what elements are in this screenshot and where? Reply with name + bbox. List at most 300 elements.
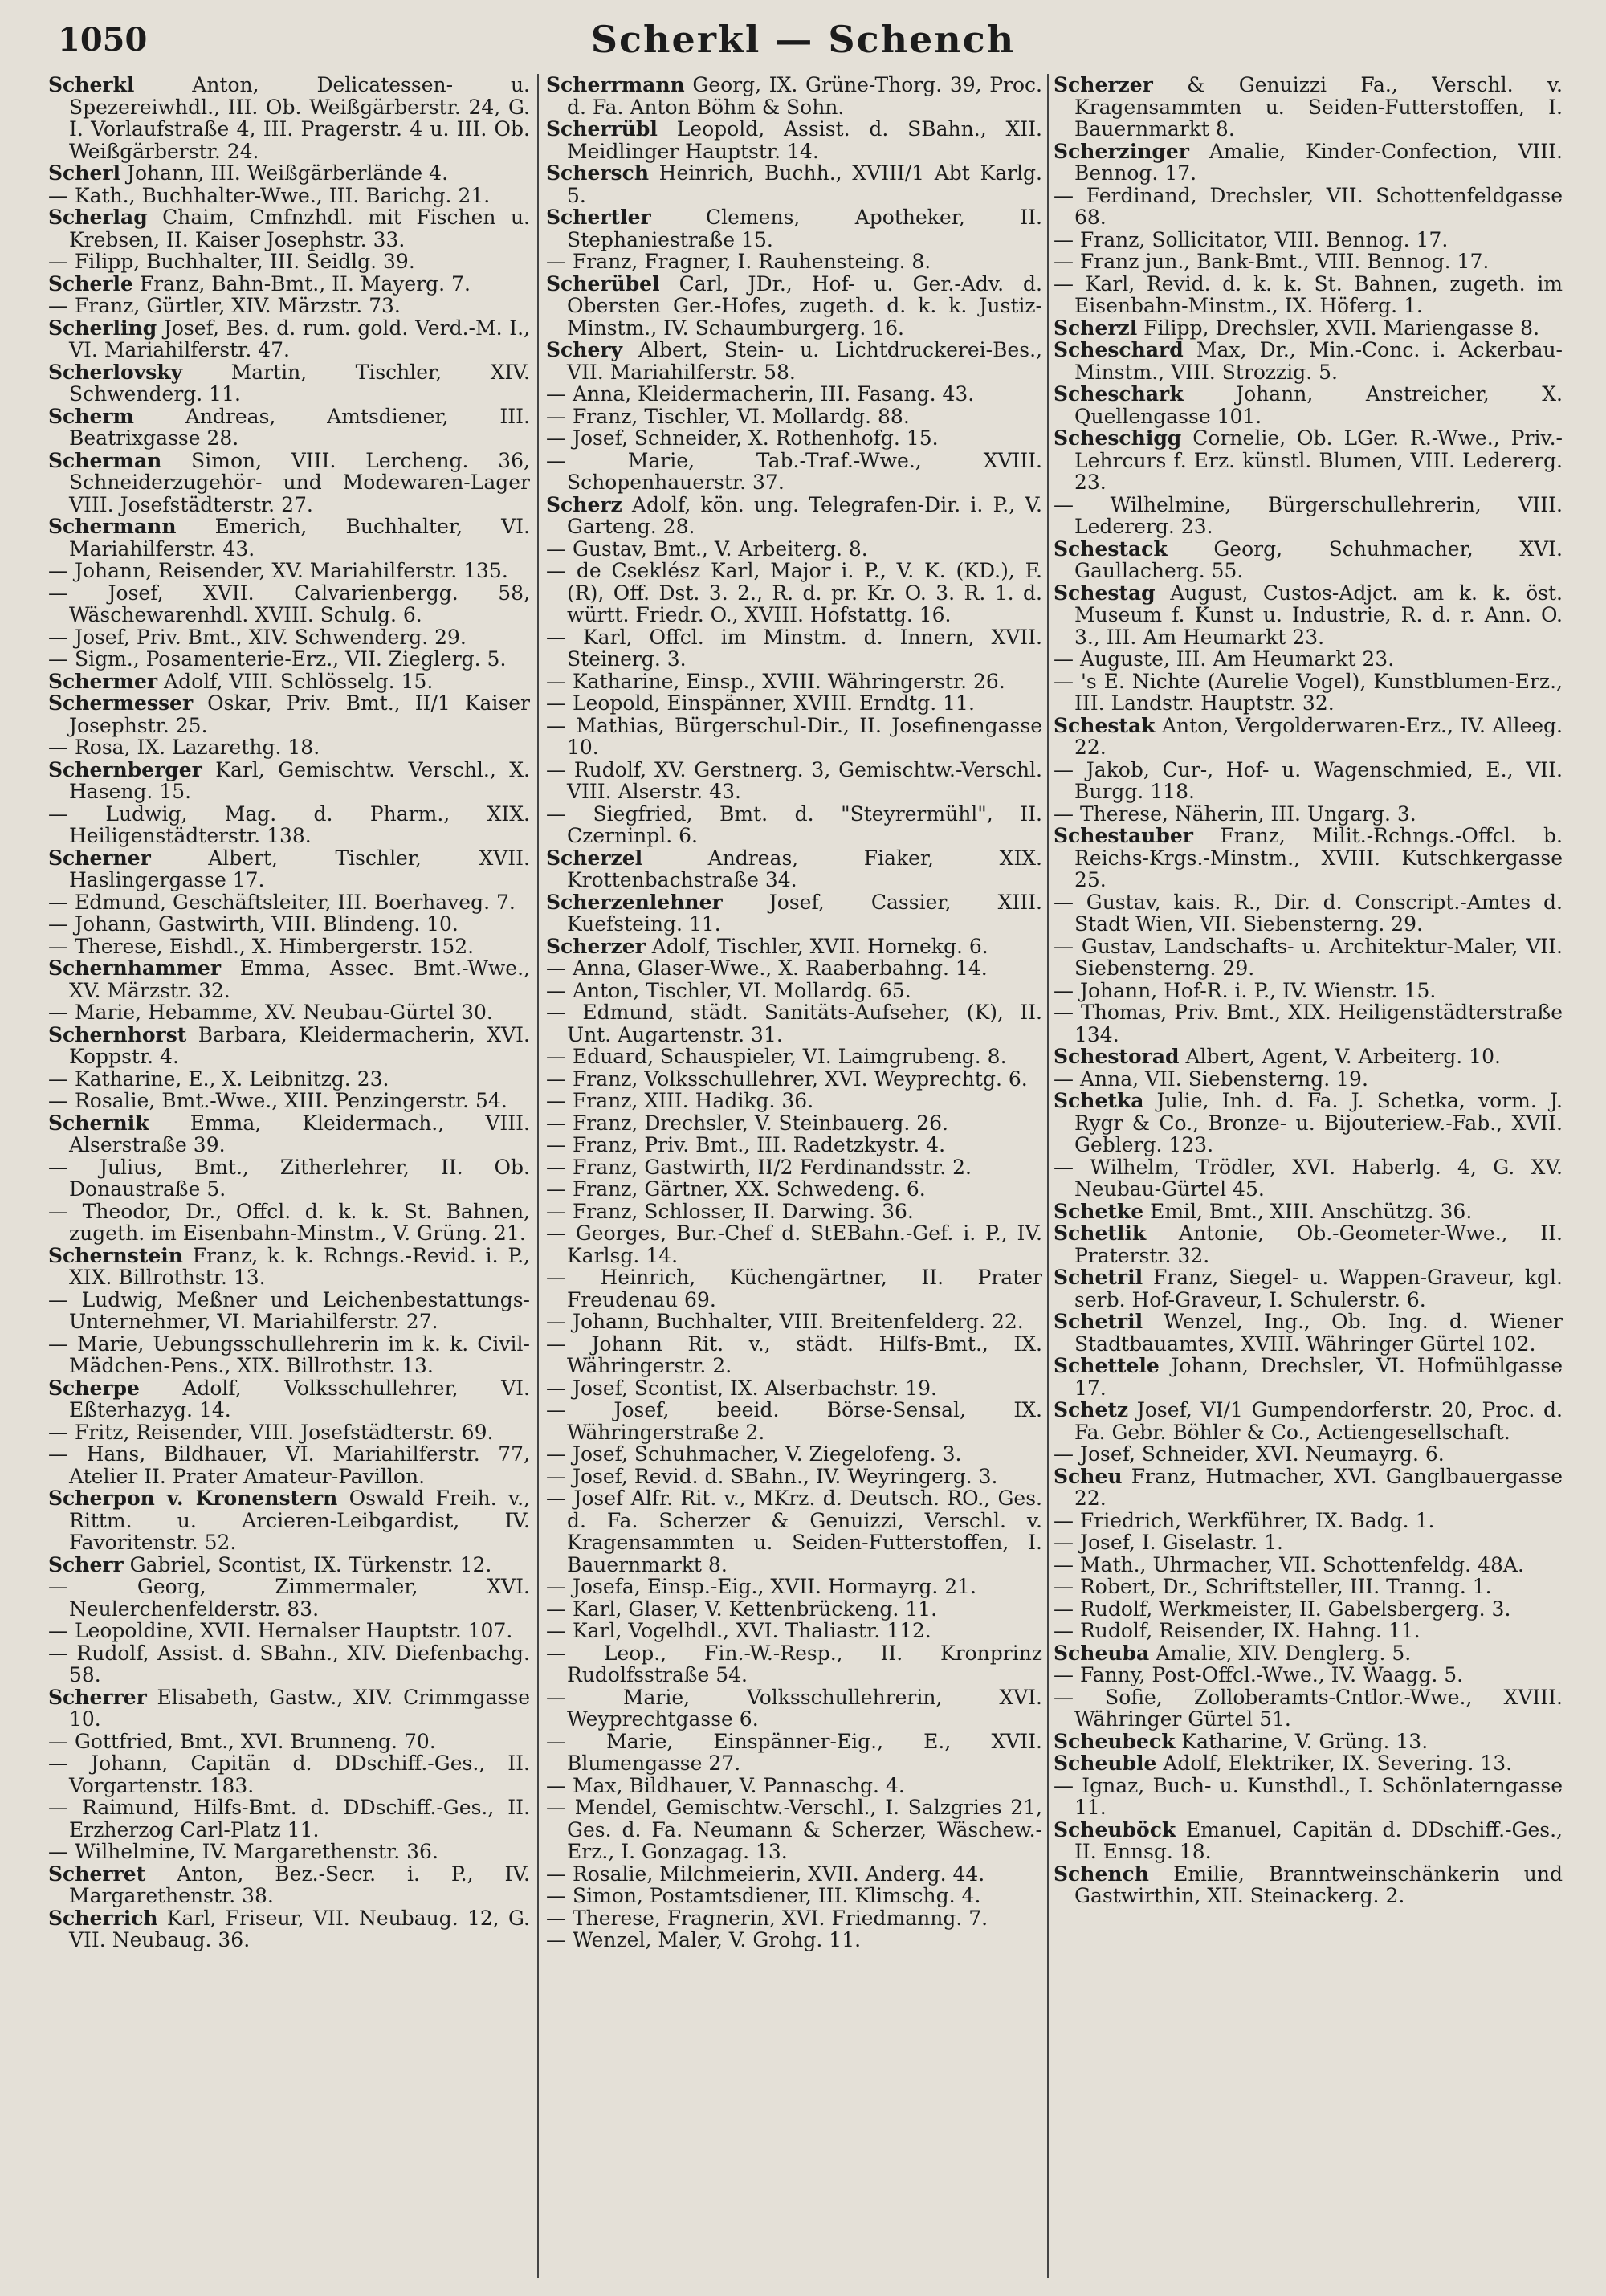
entry-surname: Scherlovsky xyxy=(48,360,183,384)
directory-entry xyxy=(546,1068,1042,1091)
column-divider xyxy=(537,74,539,2278)
entry-surname: Scherm xyxy=(48,404,134,428)
entry-text: Franz, Siegel- u. Wappen-Graveur, kgl. serb. Hof-Graveur, I. Schulerstr. 6. xyxy=(1074,1266,1563,1311)
entry-text: — Robert, Dr., Schriftsteller, III. Tranng. 1. xyxy=(1054,1575,1492,1598)
entry-text: Oskar, Priv. Bmt., II/1 Kaiser Josephstr. 25. xyxy=(69,691,530,737)
entry-text: — Johann, Buchhalter, VIII. Breitenfelderg. 22. xyxy=(546,1310,1024,1333)
directory-entry xyxy=(546,692,1042,715)
entry-surname: Schermesser xyxy=(48,691,194,715)
directory-entry xyxy=(546,406,1042,428)
entry-text: — Franz, Tischler, VI. Mollardg. 88. xyxy=(546,404,910,428)
entry-text: Gabriel, Scontist, IX. Türkenstr. 12. xyxy=(123,1552,492,1576)
entry-text: — Gottfried, Bmt., XVI. Brunneng. 70. xyxy=(48,1729,436,1753)
column-divider xyxy=(1047,74,1049,2278)
entry-surname: Schestak xyxy=(1054,713,1156,737)
directory-entry xyxy=(1054,671,1563,715)
entry-surname: Schetril xyxy=(1054,1266,1143,1289)
entry-text: — Simon, Postamtsdiener, III. Klimschg. 4. xyxy=(546,1884,981,1907)
entry-text: — Therese, Näherin, III. Ungarg. 3. xyxy=(1054,801,1416,826)
entry-surname: Scherret xyxy=(48,1862,146,1886)
entry-text: — Gustav, Bmt., V. Arbeiterg. 8. xyxy=(546,536,868,561)
entry-text: — Wilhelmine, Bürgerschullehrerin, VIII. Ledererg. 23. xyxy=(1054,492,1563,538)
page-header xyxy=(0,14,1606,63)
entry-text: — Anna, Glaser-Wwe., X. Raaberbahng. 14. xyxy=(546,956,988,980)
entry-text: — Jakob, Cur-, Hof- u. Wagenschmied, E., VII. Burgg. 118. xyxy=(1054,757,1563,803)
directory-entry xyxy=(48,1576,530,1620)
directory-entry xyxy=(546,1731,1042,1775)
entry-text: — Johann, Gastwirth, VIII. Blindeng. 10. xyxy=(48,912,459,936)
entry-text: — de Cseklész Karl, Major i. P., V. K. (KD.), F. (R), Off. Dst. 3. 2., R. d. pr. Kr. O. 3. R. 1. d. württ. Friedr. O., XVIII. Hofstattg. 16. xyxy=(546,559,1042,626)
entry-text: Emerich, Buchhalter, VI. Mariahilferstr. 43. xyxy=(69,515,530,561)
directory-entry xyxy=(48,1796,530,1841)
directory-entry xyxy=(48,1421,530,1444)
directory-entry xyxy=(48,295,530,317)
entry-text: Emil, Bmt., XIII. Anschützg. 36. xyxy=(1143,1199,1473,1223)
directory-entry xyxy=(546,560,1042,626)
directory-entry xyxy=(546,671,1042,693)
entry-text: — Rosalie, Bmt.-Wwe., XIII. Penzingerstr. 54. xyxy=(48,1089,507,1112)
entry-text: Leopold, Assist. d. SBahn., XII. Meidlinger Hauptstr. 14. xyxy=(567,117,1042,163)
entry-surname: Scherzer xyxy=(1054,74,1153,96)
entry-surname: Schench xyxy=(1054,1862,1149,1886)
directory-entry xyxy=(546,1443,1042,1466)
directory-entry xyxy=(48,361,530,406)
directory-entry xyxy=(48,1201,530,1245)
directory-entry xyxy=(546,1178,1042,1201)
directory-entry xyxy=(48,206,530,251)
entry-text: Filipp, Drechsler, XVII. Mariengasse 8. xyxy=(1137,316,1540,340)
directory-entry xyxy=(1054,1466,1563,1510)
entry-text: Wenzel, Ing., Ob. Ing. d. Wiener Stadtbauamtes, XVIII. Währinger Gürtel 102. xyxy=(1074,1310,1563,1356)
directory-entry xyxy=(1054,1863,1563,1907)
entry-text: Anton, Delicatessen- u. Spezereiwhdl., III. Ob. Weißgärberstr. 24, G. I. Vorlaufstraße 4, III. Pragerstr. 4 u. III. Ob. Weißgärberstr. 24. xyxy=(69,74,530,163)
entry-text: — Johann, Hof-R. i. P., IV. Wienstr. 15. xyxy=(1054,978,1437,1002)
entry-text: Simon, VIII. Lercheng. 36, Schneiderzugehör- und Modewaren-Lager VIII. Josefstädterstr. 27. xyxy=(69,448,530,516)
directory-entry xyxy=(1054,1090,1563,1156)
entry-text: — Siegfried, Bmt. d. "Steyrermühl", II. Czerninpl. 6. xyxy=(546,801,1042,847)
entry-text: — Josef, Revid. d. SBahn., IV. Weyringerg. 3. xyxy=(546,1464,998,1488)
directory-entry xyxy=(546,936,1042,958)
directory-entry xyxy=(1054,1531,1563,1554)
entry-text: Oswald Freih. v., Rittm. u. Arcieren-Leibgardist, IV. Favoritenstr. 52. xyxy=(69,1486,530,1554)
entry-text: — Anton, Tischler, VI. Mollardg. 65. xyxy=(546,978,911,1002)
entry-surname: Scherkl xyxy=(48,74,135,96)
entry-text: Adolf, Volksschullehrer, VI. Eßterhazyg. 14. xyxy=(69,1376,530,1421)
entry-text: — Mathias, Bürgerschul-Dir., II. Josefinengasse 10. xyxy=(546,713,1042,759)
entry-text: Adolf, Tischler, XVII. Hornekg. 6. xyxy=(645,934,988,958)
entry-text: — Ludwig, Meßner und Leichenbestattungs-Unternehmer, VI. Mariahilferstr. 27. xyxy=(48,1287,530,1333)
directory-entry xyxy=(48,1863,530,1907)
directory-entry xyxy=(546,1642,1042,1686)
directory-entry xyxy=(1054,74,1563,141)
entry-text: Emanuel, Capitän d. DDschiff.-Ges., II. Ennsg. 18. xyxy=(1074,1817,1563,1863)
directory-entry xyxy=(1054,759,1563,803)
entry-surname: Scherr xyxy=(48,1552,124,1576)
directory-entry xyxy=(1054,1001,1563,1046)
entry-text: — Josef, I. Giselastr. 1. xyxy=(1054,1531,1283,1554)
directory-entry xyxy=(48,162,530,185)
entry-text: — Rudolf, Werkmeister, II. Gabelsbergerg. 3. xyxy=(1054,1597,1511,1621)
entry-text: Emma, Assec. Bmt.-Wwe., XV. Märzstr. 32. xyxy=(69,956,530,1002)
entry-text: — Josef, Scontist, IX. Alserbachstr. 19. xyxy=(546,1376,937,1400)
directory-entry xyxy=(546,1112,1042,1135)
entry-text: — Karl, Revid. d. k. k. St. Bahnen, zugeth. im Eisenbahn-Minstm., IX. Höferg. 1. xyxy=(1054,271,1563,317)
directory-entry xyxy=(546,1929,1042,1951)
entry-text: — Ludwig, Mag. d. Pharm., XIX. Heiligenstädterstr. 138. xyxy=(48,801,530,847)
entry-text: — Rudolf, Reisender, IX. Hahng. 11. xyxy=(1054,1619,1421,1642)
entry-surname: Scherlag xyxy=(48,206,148,229)
directory-entry xyxy=(48,671,530,693)
entry-text: — Karl, Glaser, V. Kettenbrückeng. 11. xyxy=(546,1597,938,1621)
entry-text: — Josef, XVII. Calvarienbergg. 58, Wäschewarenhdl. XVIII. Schulg. 6. xyxy=(48,581,530,626)
directory-entry xyxy=(1054,494,1563,538)
entry-text: — Josef, Schneider, X. Rothenhofg. 15. xyxy=(546,426,939,450)
directory-entry xyxy=(546,383,1042,406)
entry-surname: Scherner xyxy=(48,846,151,870)
entry-text: — Franz jun., Bank-Bmt., VIII. Bennog. 17. xyxy=(1054,250,1490,273)
directory-entry xyxy=(1054,980,1563,1002)
directory-entry xyxy=(48,1443,530,1487)
entry-text: — Anna, VII. Siebensterng. 19. xyxy=(1054,1066,1368,1091)
directory-entry xyxy=(546,1311,1042,1333)
directory-entry xyxy=(546,251,1042,273)
directory-entry xyxy=(546,1598,1042,1621)
entry-text: Albert, Stein- u. Lichtdruckerei-Bes., VII. Mariahilferstr. 58. xyxy=(567,338,1042,384)
directory-entry xyxy=(48,1620,530,1642)
entry-text: — Therese, Fragnerin, XVI. Friedmanng. 7. xyxy=(546,1906,988,1930)
entry-surname: Scherzl xyxy=(1054,316,1138,340)
directory-entry xyxy=(48,1156,530,1201)
entry-surname: Schestorad xyxy=(1054,1045,1180,1068)
entry-surname: Schetz xyxy=(1054,1398,1129,1421)
entry-surname: Scheuba xyxy=(1054,1641,1150,1665)
directory-entry xyxy=(48,1068,530,1091)
entry-text: — Sofie, Zolloberamts-Cntlor.-Wwe., XVIII. Währinger Gürtel 51. xyxy=(1054,1685,1563,1731)
directory-entry xyxy=(48,1642,530,1686)
directory-entry xyxy=(48,1731,530,1753)
entry-text: — Rudolf, XV. Gerstnerg. 3, Gemischtw.-Verschl. VIII. Alserstr. 43. xyxy=(546,757,1042,803)
entry-surname: Schestauber xyxy=(1054,824,1193,847)
entry-surname: Schetke xyxy=(1054,1199,1144,1223)
directory-entry xyxy=(546,494,1042,538)
page-number: 1050 xyxy=(58,21,148,59)
directory-entry xyxy=(546,957,1042,980)
entry-surname: Scheschark xyxy=(1054,382,1184,406)
entry-text: — Franz, Gürtler, XIV. Märzstr. 73. xyxy=(48,294,401,317)
directory-entry xyxy=(1054,1686,1563,1731)
entry-text: — Wenzel, Maler, V. Grohg. 11. xyxy=(546,1928,862,1951)
directory-entry xyxy=(1054,1311,1563,1355)
directory-entry xyxy=(546,538,1042,561)
directory-entry xyxy=(48,692,530,736)
entry-surname: Scherzinger xyxy=(1054,139,1189,163)
directory-entry xyxy=(1054,427,1563,494)
directory-entry xyxy=(48,803,530,847)
directory-entry xyxy=(48,251,530,273)
entry-text: — 's E. Nichte (Aurelie Vogel), Kunstblumen-Erz., III. Landstr. Hauptstr. 32. xyxy=(1054,669,1563,715)
directory-entry xyxy=(48,1090,530,1112)
entry-surname: Schestack xyxy=(1054,536,1168,561)
directory-entry xyxy=(546,1907,1042,1930)
entry-text: — Johann, Reisender, XV. Mariahilferstr. 135. xyxy=(48,559,508,582)
entry-text: — Max, Bildhauer, V. Pannaschg. 4. xyxy=(546,1773,905,1797)
entry-text: — Karl, Vogelhdl., XVI. Thaliastr. 112. xyxy=(546,1619,931,1642)
directory-entry xyxy=(48,185,530,207)
entry-text: Amalie, Kinder-Confection, VIII. Bennog. 17. xyxy=(1074,139,1563,185)
directory-entry xyxy=(48,406,530,450)
entry-text: — Georges, Bur.-Chef d. StEBahn.-Gef. i. P., IV. Karlsg. 14. xyxy=(546,1221,1042,1267)
directory-entry xyxy=(48,516,530,560)
directory-entry xyxy=(546,803,1042,847)
entry-text: Franz, Hutmacher, XVI. Ganglbauergasse 22. xyxy=(1074,1464,1563,1510)
directory-entry xyxy=(1054,229,1563,251)
directory-entry xyxy=(546,1796,1042,1863)
entry-text: — Leopoldine, XVII. Hernalser Hauptstr. 107. xyxy=(48,1619,513,1642)
entry-text: — Johann Rit. v., städt. Hilfs-Bmt., IX. Währingerstr. 2. xyxy=(546,1332,1042,1377)
directory-entry xyxy=(48,317,530,361)
directory-entry xyxy=(1054,1510,1563,1532)
directory-entry xyxy=(546,206,1042,251)
entry-surname: Scherle xyxy=(48,271,133,296)
entry-text: Josef, VI/1 Gumpendorferstr. 20, Proc. d. Fa. Gebr. Böhler & Co., Actiengesellschaft. xyxy=(1074,1398,1563,1444)
entry-text: — Josef, Priv. Bmt., XIV. Schwenderg. 29. xyxy=(48,625,467,649)
directory-entry xyxy=(48,1907,530,1951)
entry-text: — Heinrich, Küchengärtner, II. Prater Freudenau 69. xyxy=(546,1266,1042,1311)
entry-text: Andreas, Amtsdiener, III. Beatrixgasse 28. xyxy=(69,404,530,450)
entry-text: — Franz, Gastwirth, II/2 Ferdinandsstr. 2. xyxy=(546,1155,972,1179)
entry-text: — Gustav, Landschafts- u. Architektur-Maler, VII. Siebensterng. 29. xyxy=(1054,934,1563,980)
directory-entry xyxy=(1054,1156,1563,1201)
directory-entry xyxy=(1054,1819,1563,1863)
directory-entry xyxy=(48,1377,530,1421)
entry-text: — Johann, Capitän d. DDschiff.-Ges., II. Vorgartenstr. 183. xyxy=(48,1752,530,1797)
directory-entry xyxy=(48,1001,530,1024)
entry-surname: Schernhorst xyxy=(48,1022,187,1046)
entry-surname: Scherman xyxy=(48,448,162,472)
column-3 xyxy=(1054,74,1563,2278)
directory-entry xyxy=(48,1333,530,1377)
entry-surname: Scherling xyxy=(48,316,157,340)
entry-text: Franz, k. k. Rchngs.-Revid. i. P., XIX. Billrothstr. 13. xyxy=(69,1243,530,1289)
entry-text: — Theodor, Dr., Offcl. d. k. k. St. Bahnen, zugeth. im Eisenbahn-Minstm., V. Grüng. 21. xyxy=(48,1199,530,1245)
entry-text: — Franz, Volksschullehrer, XVI. Weyprechtg. 6. xyxy=(546,1066,1028,1091)
entry-text: Emilie, Branntweinschänkerin und Gastwirthin, XII. Steinackerg. 2. xyxy=(1074,1862,1563,1907)
entry-text: Johann, Anstreicher, X. Quellengasse 101. xyxy=(1074,382,1563,428)
entry-text: & Genuizzi Fa., Verschl. v. Kragensammten u. Seiden-Futterstoffen, I. Bauernmarkt 8. xyxy=(1074,74,1563,141)
entry-surname: Schersch xyxy=(546,161,650,185)
directory-entry xyxy=(546,1222,1042,1266)
directory-entry xyxy=(48,273,530,296)
entry-text: — Katharine, Einsp., XVIII. Währingerstr. 26. xyxy=(546,669,1005,693)
directory-entry xyxy=(546,1466,1042,1488)
directory-entry xyxy=(546,626,1042,671)
entry-text: — Leop., Fin.-W.-Resp., II. Kronprinz Rudolfsstraße 54. xyxy=(546,1641,1042,1686)
entry-text: — Rosalie, Milchmeierin, XVII. Anderg. 44. xyxy=(546,1862,985,1886)
directory-entry xyxy=(546,1001,1042,1046)
directory-entry xyxy=(546,1576,1042,1598)
directory-entry xyxy=(1054,1046,1563,1068)
directory-entry xyxy=(48,1752,530,1796)
entry-text: — Wilhelm, Trödler, XVI. Haberlg. 4, G. XV. Neubau-Gürtel 45. xyxy=(1054,1155,1563,1201)
directory-entry xyxy=(1054,803,1563,826)
entry-text: Anton, Vergolderwaren-Erz., IV. Alleeg. 22. xyxy=(1074,713,1563,759)
directory-entry xyxy=(48,1112,530,1156)
entry-text: — Josef, Schneider, XVI. Neumayrg. 6. xyxy=(1054,1442,1445,1466)
directory-entry xyxy=(546,891,1042,936)
entry-text: Heinrich, Buchh., XVIII/1 Abt Karlg. 5. xyxy=(567,161,1042,207)
directory-entry xyxy=(546,1134,1042,1156)
entry-text: — Marie, Volksschullehrerin, XVI. Weyprechtgasse 6. xyxy=(546,1685,1042,1731)
entry-surname: Schermer xyxy=(48,669,158,693)
entry-text: Adolf, Elektriker, IX. Severing. 13. xyxy=(1156,1752,1513,1775)
entry-text: — Franz, Schlosser, II. Darwing. 36. xyxy=(546,1199,914,1223)
entry-text: — Friedrich, Werkführer, IX. Badg. 1. xyxy=(1054,1508,1435,1532)
entry-text: — Katharine, E., X. Leibnitzg. 23. xyxy=(48,1066,389,1091)
directory-entry xyxy=(546,1775,1042,1797)
directory-entry xyxy=(1054,1775,1563,1819)
directory-entry xyxy=(546,450,1042,494)
entry-text: Josef, Bes. d. rum. gold. Verd.-M. I., VI. Mariahilferstr. 47. xyxy=(69,316,530,361)
entry-surname: Schetril xyxy=(1054,1310,1143,1333)
entry-text: Johann, Drechsler, VI. Hofmühlgasse 17. xyxy=(1074,1354,1563,1400)
directory-entry xyxy=(48,648,530,671)
entry-text: — Ferdinand, Drechsler, VII. Schottenfeldgasse 68. xyxy=(1054,183,1563,229)
directory-entry xyxy=(48,560,530,582)
directory-entry xyxy=(1054,825,1563,891)
directory-entry xyxy=(546,1399,1042,1443)
directory-entry xyxy=(1054,1598,1563,1621)
directory-entry xyxy=(1054,185,1563,229)
entry-text: — Sigm., Posamenterie-Erz., VII. Zieglerg. 5. xyxy=(48,647,507,671)
entry-text: Amalie, XIV. Denglerg. 5. xyxy=(1149,1641,1412,1665)
entry-surname: Schernhammer xyxy=(48,956,222,980)
running-title: Scherkl — Schench xyxy=(590,18,1016,61)
directory-entry xyxy=(1054,273,1563,317)
entry-text: Andreas, Fiaker, XIX. Krottenbachstraße 34. xyxy=(567,846,1042,891)
entry-text: — Eduard, Schauspieler, VI. Laimgrubeng. 8. xyxy=(546,1045,1007,1068)
entry-text: — Thomas, Priv. Bmt., XIX. Heiligenstädterstraße 134. xyxy=(1054,1001,1563,1046)
directory-entry xyxy=(48,1024,530,1068)
entry-surname: Schernik xyxy=(48,1111,149,1135)
entry-text: — Kath., Buchhalter-Wwe., III. Barichg. 21. xyxy=(48,183,491,207)
entry-text: — Franz, Gärtner, XX. Schwedeng. 6. xyxy=(546,1177,926,1201)
directory-entry xyxy=(1054,251,1563,273)
entry-text: Adolf, VIII. Schlösselg. 15. xyxy=(157,669,434,693)
entry-text: — Rosa, IX. Lazarethg. 18. xyxy=(48,736,320,759)
entry-text: — Marie, Uebungsschullehrerin im k. k. Civil-Mädchen-Pens., XIX. Billrothstr. 13. xyxy=(48,1332,530,1377)
entry-text: — Franz, Fragner, I. Rauhensteing. 8. xyxy=(546,250,931,273)
entry-text: — Auguste, III. Am Heumarkt 23. xyxy=(1054,647,1395,671)
entry-surname: Scherl xyxy=(48,161,121,185)
directory-entry xyxy=(48,582,530,626)
entry-text: — Math., Uhrmacher, VII. Schottenfeldg. 48A. xyxy=(1054,1552,1524,1576)
directory-entry xyxy=(48,450,530,516)
directory-entry xyxy=(546,339,1042,383)
directory-entry xyxy=(48,1554,530,1576)
directory-entry xyxy=(546,1046,1042,1068)
entry-text: Franz, Bahn-Bmt., II. Mayerg. 7. xyxy=(132,271,471,296)
directory-entry xyxy=(48,1686,530,1731)
directory-entry xyxy=(48,891,530,914)
entry-surname: Schertler xyxy=(546,206,651,229)
column-1 xyxy=(48,74,530,2278)
entry-text: Katharine, V. Grüng. 13. xyxy=(1175,1729,1429,1753)
directory-entry xyxy=(48,74,530,162)
entry-surname: Scherübel xyxy=(546,271,660,296)
entry-text: — Josefa, Einsp.-Eig., XVII. Hormayrg. 21. xyxy=(546,1575,976,1598)
entry-text: — Fritz, Reisender, VIII. Josefstädterstr. 69. xyxy=(48,1420,494,1444)
entry-text: Chaim, Cmfnzhdl. mit Fischen u. Krebsen, II. Kaiser Josephstr. 33. xyxy=(69,206,530,251)
directory-entry xyxy=(546,427,1042,450)
directory-entry xyxy=(1054,1201,1563,1223)
directory-entry xyxy=(48,1841,530,1863)
entry-text: — Fanny, Post-Offcl.-Wwe., IV. Waagg. 5. xyxy=(1054,1663,1464,1686)
entry-text: — Gustav, kais. R., Dir. d. Conscript.-Amtes d. Stadt Wien, VII. Siebensterng. 29. xyxy=(1054,890,1563,936)
entry-text: Barbara, Kleidermacherin, XVI. Koppstr. 4. xyxy=(69,1022,530,1068)
entry-surname: Scheschard xyxy=(1054,338,1184,361)
entry-text: Johann, III. Weißgärberlände 4. xyxy=(120,161,449,185)
entry-text: Julie, Inh. d. Fa. J. Schetka, vorm. J. Rygr & Co., Bronze- u. Bijouteriew.-Fab., XVII. Geblerg. 123. xyxy=(1074,1089,1563,1156)
entry-surname: Schettele xyxy=(1054,1354,1160,1377)
entry-text: Adolf, kön. ung. Telegrafen-Dir. i. P., V. Garteng. 28. xyxy=(567,492,1042,538)
entry-text: — Karl, Offcl. im Minstm. d. Innern, XVII. Steinerg. 3. xyxy=(546,625,1042,671)
directory-entry xyxy=(48,759,530,803)
directory-entry xyxy=(1054,1752,1563,1775)
entry-text: — Marie, Hebamme, XV. Neubau-Gürtel 30. xyxy=(48,1001,493,1024)
directory-entry xyxy=(48,936,530,958)
entry-text: — Wilhelmine, IV. Margarethenstr. 36. xyxy=(48,1840,438,1863)
directory-entry xyxy=(1054,648,1563,671)
directory-entry xyxy=(546,715,1042,759)
entry-text: Martin, Tischler, XIV. Schwenderg. 11. xyxy=(69,360,530,406)
directory-entry xyxy=(546,759,1042,803)
entry-surname: Scherz xyxy=(546,492,622,516)
entry-text: — Marie, Einspänner-Eig., E., XVII. Blumengasse 27. xyxy=(546,1729,1042,1775)
entry-text: — Leopold, Einspänner, XVIII. Erndtg. 11. xyxy=(546,691,975,715)
entry-surname: Scheubeck xyxy=(1054,1729,1176,1753)
entry-surname: Schetka xyxy=(1054,1089,1144,1112)
directory-entry xyxy=(1054,141,1563,185)
directory-entry xyxy=(48,1289,530,1333)
entry-text: — Hans, Bildhauer, VI. Mariahilferstr. 77, Atelier II. Prater Amateur-Pavillon. xyxy=(48,1442,530,1488)
entry-text: Karl, Gemischtw. Verschl., X. Haseng. 15. xyxy=(69,757,530,803)
directory-entry xyxy=(1054,1576,1563,1598)
entry-text: Albert, Agent, V. Arbeiterg. 10. xyxy=(1179,1045,1501,1068)
entry-text: — Rudolf, Assist. d. SBahn., XIV. Diefenbachg. 58. xyxy=(48,1641,530,1686)
directory-entry xyxy=(546,1266,1042,1311)
entry-text: August, Custos-Adjct. am k. k. öst. Museum f. Kunst u. Industrie, R. d. r. Ann. O. 3., III. Am Heumarkt 23. xyxy=(1074,581,1563,649)
directory-entry xyxy=(1054,1266,1563,1311)
directory-entry xyxy=(1054,1731,1563,1753)
entry-surname: Schernstein xyxy=(48,1243,183,1267)
entry-text: Carl, JDr., Hof- u. Ger.-Adv. d. Obersten Ger.-Hofes, zugeth. d. k. k. Justiz-Minstm., IV. Schaumburgerg. 16. xyxy=(567,271,1042,340)
entry-text: — Mendel, Gemischtw.-Verschl., I. Salzgries 21, Ges. d. Fa. Neumann & Scherzer, Wäschew.-Erz., I. Gonzagag. 13. xyxy=(546,1796,1042,1863)
entry-surname: Scherrübl xyxy=(546,117,658,141)
directory-entry xyxy=(48,1245,530,1289)
entry-text: — Filipp, Buchhalter, III. Seidlg. 39. xyxy=(48,250,415,273)
entry-text: — Anna, Kleidermacherin, III. Fasang. 43. xyxy=(546,382,975,406)
directory-entry xyxy=(1054,317,1563,340)
directory-entry xyxy=(546,1620,1042,1642)
directory-entry xyxy=(546,1377,1042,1400)
directory-entry xyxy=(546,74,1042,118)
entry-text: Emma, Kleidermach., VIII. Alserstraße 39. xyxy=(69,1111,530,1156)
directory-entry xyxy=(1054,1443,1563,1466)
directory-entry xyxy=(1054,891,1563,936)
entry-surname: Scheuble xyxy=(1054,1752,1157,1775)
entry-text: Georg, IX. Grüne-Thorg. 39, Proc. d. Fa. Anton Böhm & Sohn. xyxy=(567,74,1042,119)
entry-text: — Josef, beeid. Börse-Sensal, IX. Währingerstraße 2. xyxy=(546,1398,1042,1444)
